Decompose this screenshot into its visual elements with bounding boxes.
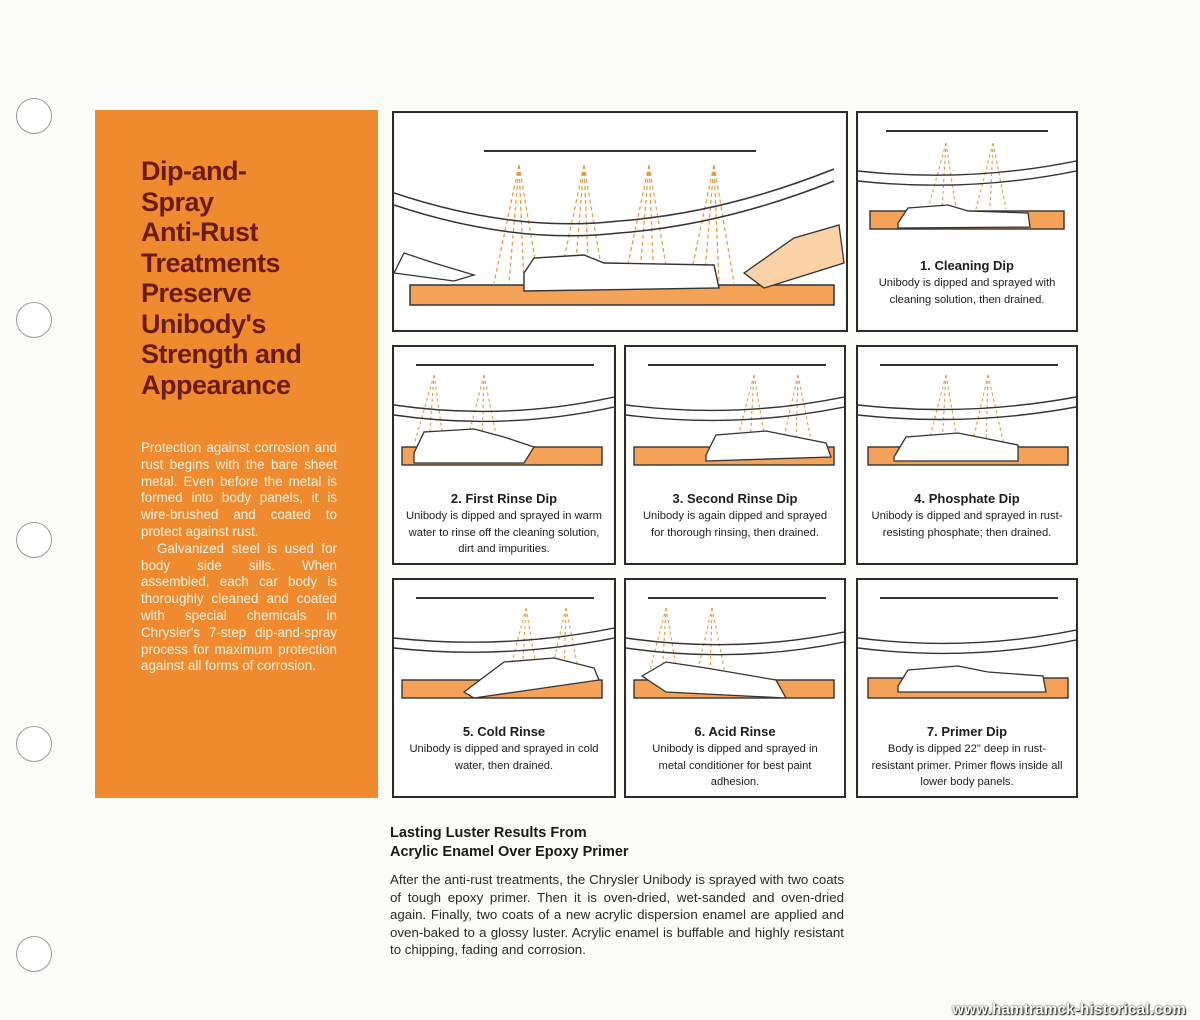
luster-body: After the anti-rust treatments, the Chrysler Unibody is sprayed with two coats of tough epoxy primer. Then it is oven-dried, wet-sanded and oven-dried again. Finally, two coats of a new acrylic dispersion enamel are applied and oven-baked to a glossy luster. Acrylic enamel is buffable and highly resistant to chipping, fading and corrosion. bbox=[390, 872, 844, 957]
heading-line: Lasting Luster Results From bbox=[390, 825, 587, 841]
step-illustration bbox=[626, 580, 844, 715]
step-title: 6. Acid Rinse bbox=[694, 724, 776, 739]
step-description: Unibody is dipped and sprayed in metal conditioner for best paint adhesion. bbox=[652, 743, 818, 788]
title-line: Unibody's bbox=[141, 308, 266, 339]
main-illustration-panel bbox=[392, 111, 848, 332]
step-illustration bbox=[394, 347, 614, 482]
step-panel-second-rinse-dip bbox=[624, 345, 846, 565]
binder-hole bbox=[16, 726, 52, 762]
step-illustration bbox=[858, 347, 1076, 482]
step-title: 1. Cleaning Dip bbox=[920, 258, 1014, 273]
title-line: Spray bbox=[141, 186, 214, 217]
step-illustration bbox=[858, 580, 1076, 715]
step-description: Unibody is dipped and sprayed in warm water to rinse off the cleaning solution, dirt and impurities. bbox=[406, 510, 602, 555]
step-illustration bbox=[394, 580, 614, 715]
title-line: Anti-Rust bbox=[141, 217, 258, 247]
step-description: Unibody is dipped and sprayed with cleaning solution, then drained. bbox=[878, 277, 1056, 306]
dip-line-illustration bbox=[394, 113, 846, 330]
step-caption bbox=[406, 723, 602, 774]
step-panel-phosphate-dip bbox=[856, 345, 1078, 565]
binder-hole bbox=[16, 936, 52, 972]
step-title: 2. First Rinse Dip bbox=[450, 491, 558, 506]
step-illustration bbox=[858, 113, 1076, 253]
step-panel-primer-dip bbox=[856, 578, 1078, 798]
step-description: Unibody is dipped and sprayed in cold water, then drained. bbox=[409, 743, 599, 772]
heading-line: Acrylic Enamel Over Epoxy Primer bbox=[390, 844, 629, 860]
step-caption bbox=[870, 723, 1064, 791]
step-description: Unibody is dipped and sprayed in rust-resisting phosphate; then drained. bbox=[871, 510, 1063, 539]
step-caption bbox=[870, 490, 1064, 541]
sidebar-paragraph: Galvanized steel is used for body side sills. When assembled, each car body is thoroughly cleaned and coated with special chemicals in Chrysler's 7-step dip-and-spray process for maximum protection against all forms of corrosion. bbox=[141, 540, 337, 674]
binder-hole bbox=[16, 522, 52, 558]
step-panel-cleaning-dip bbox=[856, 111, 1078, 332]
step-caption bbox=[406, 490, 602, 558]
title-line: Treatments bbox=[141, 247, 281, 278]
title-line: Appearance bbox=[141, 369, 291, 400]
title-line: Preserve bbox=[141, 278, 252, 308]
step-illustration bbox=[626, 347, 844, 482]
step-caption bbox=[638, 723, 832, 791]
step-description: Body is dipped 22" deep in rust-resistant primer. Primer flows inside all lower body panels. bbox=[871, 743, 1063, 788]
watermark: www.hamtramck-historical.com bbox=[952, 1001, 1186, 1018]
sidebar-body bbox=[141, 440, 337, 675]
step-title: 4. Phosphate Dip bbox=[914, 491, 1020, 506]
step-panel-first-rinse-dip bbox=[392, 345, 616, 565]
step-panel-cold-rinse bbox=[392, 578, 616, 798]
title-line: Strength and bbox=[141, 339, 302, 369]
step-panel-acid-rinse bbox=[624, 578, 846, 798]
sidebar-paragraph: Protection against corrosion and rust begins with the bare sheet metal. Even before the metal is formed into body panels, it is wire-brushed and coated to protect against rust. bbox=[141, 440, 337, 539]
sidebar-title bbox=[141, 156, 371, 400]
binder-hole bbox=[16, 98, 52, 134]
step-title: 7. Primer Dip bbox=[926, 724, 1008, 739]
luster-heading bbox=[390, 824, 850, 862]
step-title: 5. Cold Rinse bbox=[462, 724, 546, 739]
step-description: Unibody is again dipped and sprayed for thorough rinsing, then drained. bbox=[642, 510, 828, 539]
step-caption bbox=[638, 490, 832, 541]
step-title: 3. Second Rinse Dip bbox=[672, 491, 798, 506]
sidebar-panel bbox=[95, 110, 378, 798]
binder-hole bbox=[16, 302, 52, 338]
step-caption bbox=[870, 257, 1064, 308]
title-line: Dip-and- bbox=[141, 156, 247, 186]
